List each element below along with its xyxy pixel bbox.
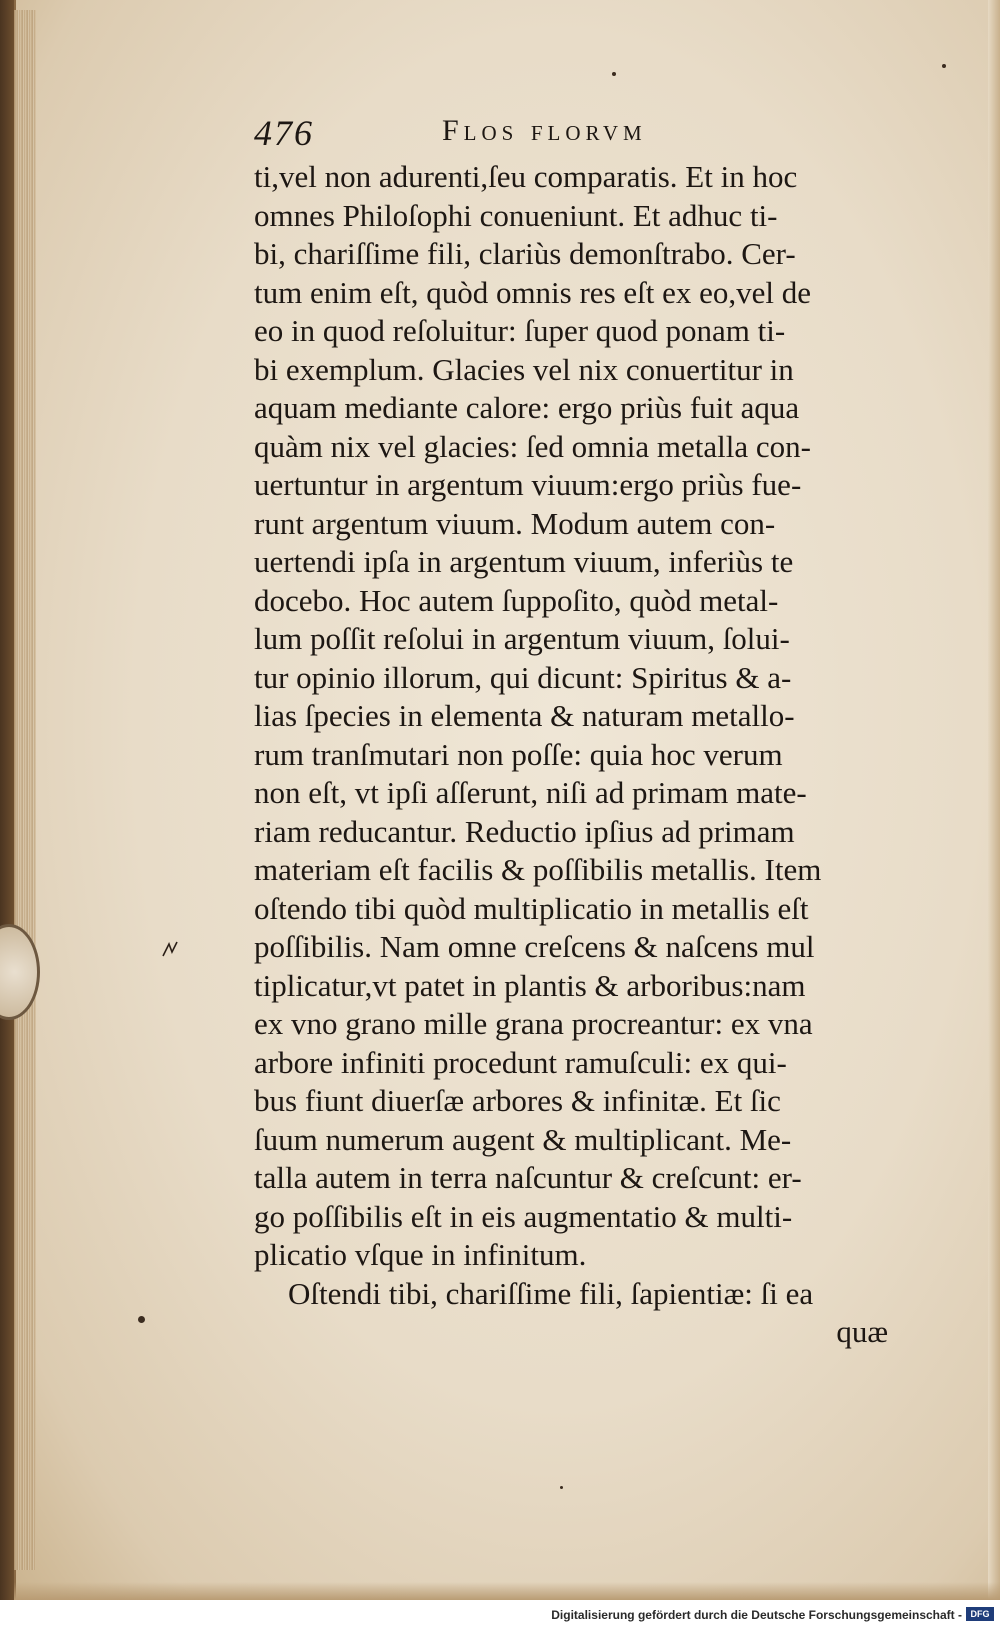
text-line: ti,vel non adurenti,ſeu comparatis. Et in hoc — [254, 159, 798, 194]
text-line: uertuntur in argentum viuum:ergo priùs fue- — [254, 467, 802, 502]
text-line: materiam eſt facilis & poſſibilis metallis. Item — [254, 852, 822, 887]
text-line: lum poſſit reſolui in argentum viuum, ſolui- — [254, 621, 790, 656]
text-line: tum enim eſt, quòd omnis res eſt ex eo,vel de — [254, 274, 812, 310]
page-number: 476 — [254, 113, 314, 153]
text-line: tiplicatur,vt patet in plantis & arboribus:nam — [254, 967, 806, 1003]
ink-speck — [942, 64, 946, 68]
digitization-credit: Digitalisierung gefördert durch die Deutsche Forschungsgemeinschaft - — [551, 1608, 962, 1622]
margin-annotation-mark — [160, 938, 182, 960]
text-line: plicatio vſque in infinitum. — [254, 1237, 587, 1272]
text-line: uertendi ipſa in argentum viuum, inferiùs te — [254, 544, 794, 579]
footer-bar — [0, 1600, 1000, 1626]
text-line: riam reducantur. Reductio ipſius ad primam — [254, 813, 795, 849]
ink-speck — [560, 1486, 563, 1489]
text-line: poſſibilis. Nam omne creſcens & naſcens mul — [254, 929, 815, 964]
text-line: oſtendo tibi quòd multiplicatio in metallis eſt — [254, 890, 809, 926]
text-line: bus fiunt diuerſæ arbores & infinitæ. Et ſic — [254, 1083, 781, 1118]
right-page-edge — [988, 0, 1000, 1600]
text-line: talla autem in terra naſcuntur & creſcunt: er- — [254, 1160, 802, 1195]
text-line: rum tranſmutari non poſſe: quia hoc verum — [254, 736, 783, 772]
running-title: Flos florvm — [442, 114, 647, 147]
body-text — [254, 158, 894, 1352]
text-line: non eſt, vt ipſi aſſerunt, niſi ad primam mate- — [254, 775, 807, 810]
text-line: bi, chariſſime fili, clariùs demonſtrabo. Cer- — [254, 236, 796, 271]
page-stack-edges — [14, 10, 36, 1570]
text-line: eo in quod reſoluitur: ſuper quod ponam ti- — [254, 313, 786, 348]
text-line: aquam mediante calore: ergo priùs fuit aqua — [254, 390, 800, 425]
dfg-logo: DFG — [966, 1607, 994, 1621]
text-line: ſuum numerum augent & multiplicant. Me- — [254, 1121, 792, 1157]
text-line: go poſſibilis eſt in eis augmentatio & multi- — [254, 1198, 793, 1234]
text-line: runt argentum viuum. Modum autem con- — [254, 505, 776, 541]
catchword: quæ — [836, 1314, 888, 1349]
text-line: bi exemplum. Glacies vel nix conuertitur in — [254, 351, 794, 387]
bottom-page-edge — [14, 1582, 1000, 1600]
ink-speck — [612, 72, 616, 76]
text-line: arbore infiniti procedunt ramuſculi: ex qui- — [254, 1044, 787, 1080]
ink-speck — [138, 1316, 145, 1323]
text-line: tur opinio illorum, qui dicunt: Spiritus & a- — [254, 659, 792, 695]
text-line: ex vno grano mille grana procreantur: ex vna — [254, 1006, 813, 1041]
text-line: omnes Philoſophi conueniunt. Et adhuc ti- — [254, 197, 778, 233]
paragraph-start-line: Oſtendi tibi, chariſſime fili, ſapientiæ: ſi ea — [288, 1275, 814, 1311]
text-line: lias ſpecies in elementa & naturam metallo- — [254, 698, 795, 733]
text-line: docebo. Hoc autem ſuppoſito, quòd metal- — [254, 582, 779, 618]
page-header — [254, 112, 894, 156]
text-line: quàm nix vel glacies: ſed omnia metalla con- — [254, 428, 811, 464]
